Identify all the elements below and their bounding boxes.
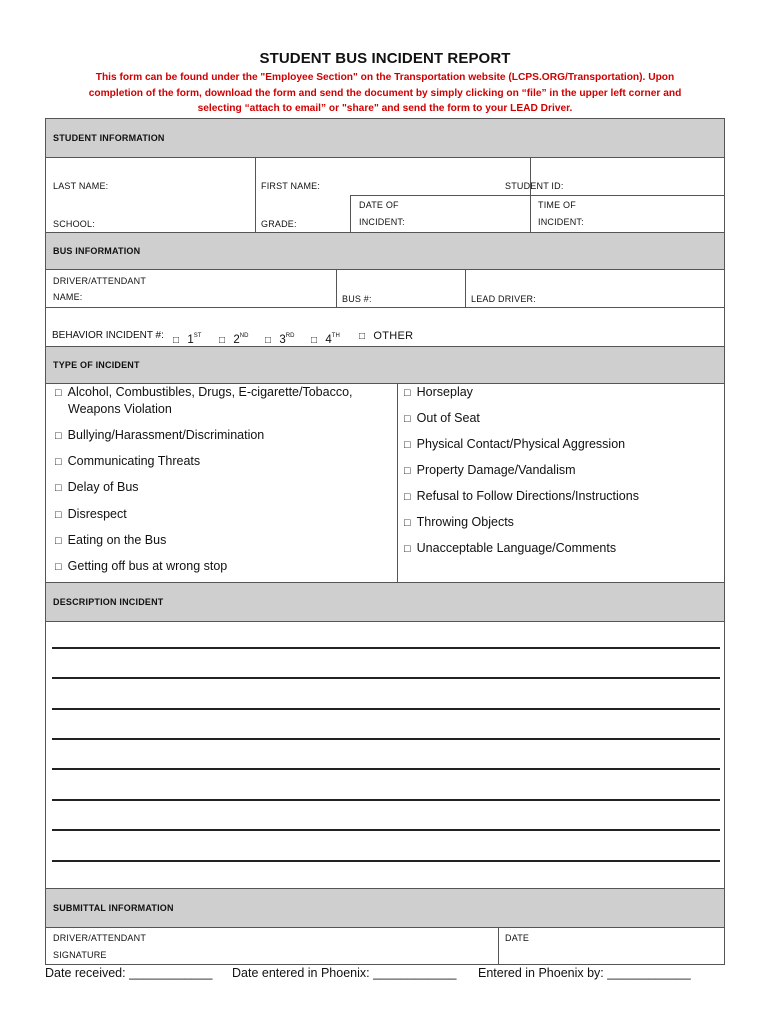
bus-number-field[interactable]: BUS #: xyxy=(342,294,372,304)
date-of-incident-label: DATE OF xyxy=(359,200,399,210)
checkbox-icon: □ xyxy=(404,439,411,451)
signature-label: DRIVER/ATTENDANT xyxy=(53,933,147,943)
form-title: STUDENT BUS INCIDENT REPORT xyxy=(259,50,511,67)
incident-option-disrespect[interactable]: □ Disrespect xyxy=(55,507,127,521)
submittal-divider xyxy=(498,928,499,965)
incident-option-throwing[interactable]: □ Throwing Objects xyxy=(404,515,514,529)
student-divider-2 xyxy=(350,195,351,233)
submittal-section xyxy=(45,927,725,965)
description-area[interactable] xyxy=(45,621,725,889)
time-of-incident-field[interactable]: INCIDENT: xyxy=(538,217,584,227)
incident-option-eating[interactable]: □ Eating on the Bus xyxy=(55,533,167,547)
incident-option-bullying[interactable]: □ Bullying/Harassment/Discrimination xyxy=(55,428,265,442)
checkbox-icon: □ xyxy=(404,387,411,399)
checkbox-icon: □ xyxy=(55,509,62,521)
checkbox-icon: □ xyxy=(404,491,411,503)
checkbox-icon: □ xyxy=(55,430,62,442)
last-name-field[interactable]: LAST NAME: xyxy=(53,181,109,191)
bus-info-section xyxy=(45,269,725,308)
description-line[interactable] xyxy=(52,799,720,801)
description-line[interactable] xyxy=(52,768,720,770)
behavior-option-4th[interactable]: □ 4TH xyxy=(311,333,340,346)
incident-option-alcohol[interactable]: □ Alcohol, Combustibles, Drugs, E-cigarette/Tobacco, xyxy=(55,385,353,399)
description-line[interactable] xyxy=(52,860,720,862)
incident-option-weapons: Weapons Violation xyxy=(68,402,172,416)
description-line[interactable] xyxy=(52,829,720,831)
school-field[interactable]: SCHOOL: xyxy=(53,219,95,229)
type-of-incident-header: TYPE OF INCIDENT xyxy=(45,346,725,384)
bus-info-header: BUS INFORMATION xyxy=(45,232,725,270)
student-id-field[interactable]: STUDENT ID: xyxy=(505,181,564,191)
incident-option-threats[interactable]: □ Communicating Threats xyxy=(55,454,201,468)
checkbox-icon: □ xyxy=(404,413,411,425)
description-line[interactable] xyxy=(52,708,720,710)
submittal-header: SUBMITTAL INFORMATION xyxy=(45,888,725,928)
date-entered-phoenix-field[interactable]: Date entered in Phoenix: ____________ xyxy=(232,966,457,980)
checkbox-icon: □ xyxy=(404,465,411,477)
incident-option-wrong-stop[interactable]: □ Getting off bus at wrong stop xyxy=(55,559,228,573)
instructions-line-3: selecting “attach to email” or "share" and send the form to your LEAD Driver. xyxy=(197,103,573,114)
instructions-line-1: This form can be found under the "Employee Section" on the Transportation website (LCPS.ORG/Transportation). Upon xyxy=(95,72,675,83)
date-of-incident-field[interactable]: INCIDENT: xyxy=(359,217,405,227)
checkbox-icon: □ xyxy=(173,335,180,346)
date-received-field[interactable]: Date received: ____________ xyxy=(45,966,213,980)
behavior-incident-label: BEHAVIOR INCIDENT #: xyxy=(52,330,164,341)
driver-attendant-label: DRIVER/ATTENDANT xyxy=(53,276,147,286)
checkbox-icon: □ xyxy=(55,456,62,468)
checkbox-icon: □ xyxy=(55,482,62,494)
driver-name-field[interactable]: NAME: xyxy=(53,292,83,302)
checkbox-icon: □ xyxy=(55,387,62,399)
grade-field[interactable]: GRADE: xyxy=(261,219,297,229)
checkbox-icon: □ xyxy=(311,335,318,346)
incident-option-property-damage[interactable]: □ Property Damage/Vandalism xyxy=(404,463,576,477)
behavior-option-1st[interactable]: □ 1ST xyxy=(173,333,202,346)
signature-field[interactable]: SIGNATURE xyxy=(53,950,107,960)
incident-option-horseplay[interactable]: □ Horseplay xyxy=(404,385,473,399)
description-line[interactable] xyxy=(52,677,720,679)
behavior-option-3rd[interactable]: □ 3RD xyxy=(265,333,295,346)
student-info-section xyxy=(45,157,725,233)
entered-phoenix-by-field[interactable]: Entered in Phoenix by: ____________ xyxy=(478,966,691,980)
first-name-field[interactable]: FIRST NAME: xyxy=(261,181,321,191)
description-header: DESCRIPTION INCIDENT xyxy=(45,582,725,622)
checkbox-icon: □ xyxy=(219,335,226,346)
bus-divider-2 xyxy=(465,270,466,308)
incident-option-out-of-seat[interactable]: □ Out of Seat xyxy=(404,411,480,425)
date-field[interactable]: DATE xyxy=(505,933,530,943)
checkbox-icon: □ xyxy=(55,535,62,547)
checkbox-icon: □ xyxy=(359,331,366,342)
checkbox-icon: □ xyxy=(404,543,411,555)
description-line[interactable] xyxy=(52,647,720,649)
lead-driver-field[interactable]: LEAD DRIVER: xyxy=(471,294,536,304)
time-of-incident-label: TIME OF xyxy=(538,200,576,210)
instructions-line-2: completion of the form, download the form and send the document by simply clicking on “file” in the upper left corner and xyxy=(88,87,682,99)
checkbox-icon: □ xyxy=(55,561,62,573)
incident-column-divider xyxy=(397,384,398,583)
checkbox-icon: □ xyxy=(265,335,272,346)
behavior-option-other[interactable]: □ OTHER xyxy=(359,330,414,342)
form-instructions xyxy=(58,70,712,117)
student-info-header: STUDENT INFORMATION xyxy=(45,118,725,158)
checkbox-icon: □ xyxy=(404,517,411,529)
student-divider-1 xyxy=(255,158,256,233)
description-line[interactable] xyxy=(52,738,720,740)
incident-option-physical-contact[interactable]: □ Physical Contact/Physical Aggression xyxy=(404,437,626,451)
incident-option-delay[interactable]: □ Delay of Bus xyxy=(55,480,139,494)
behavior-option-2nd[interactable]: □ 2ND xyxy=(219,333,249,346)
incident-option-language[interactable]: □ Unacceptable Language/Comments xyxy=(404,541,617,555)
bus-divider-1 xyxy=(336,270,337,308)
incident-option-refusal[interactable]: □ Refusal to Follow Directions/Instructions xyxy=(404,489,639,503)
